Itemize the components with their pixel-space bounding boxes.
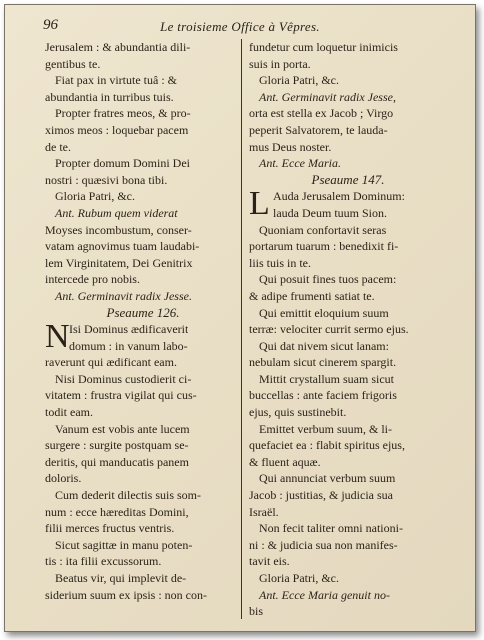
text-line: de te. [45, 139, 71, 154]
text-line: lem Virginitatem, Dei Genitrix [45, 255, 193, 270]
page-frame [4, 4, 476, 632]
text-line: raverunt qui ædificant eam. [45, 355, 177, 370]
text-line: tavit eis. [249, 554, 290, 569]
text-line: siderium suum ex ipsis : non con- [45, 587, 207, 602]
text-line: intercede pro nobis. [45, 272, 140, 287]
right-column [249, 39, 447, 620]
text-line: Jerusalem : & abundantia dili- [45, 40, 191, 54]
text-line: Fiat pax in virtute tuâ : & [55, 73, 177, 88]
text-line: nebulam sicut cinerem spargit. [249, 355, 397, 370]
right-text-block [249, 222, 447, 620]
text-line: Propter domum Domini Dei [55, 156, 190, 171]
text-line: doloris. [45, 471, 82, 486]
text-line: liis tuis in te. [249, 255, 312, 270]
text-line: surgere : surgite postquam se- [45, 438, 189, 453]
text-line: Ant. Ecce Maria genuit no- [259, 587, 390, 602]
text-line: Quoniam confortavit seras [259, 222, 387, 237]
text-line: ximos meos : loquebar pacem [45, 122, 189, 137]
text-line: deritis, qui manducatis panem [45, 454, 189, 469]
text-line: filii merces fructus ventris. [45, 521, 175, 536]
text-line: Jacob : justitias, & judicia sua [249, 488, 393, 503]
text-line: Isi Dominus ædificaverit [69, 322, 189, 337]
text-line: bis [249, 604, 264, 619]
text-line: Cum dederit dilectis suis som- [55, 488, 201, 503]
text-line: Vanum est vobis ante lucem [55, 421, 190, 436]
drop-cap: L [249, 185, 270, 223]
text-line: Ant. Rubum quem viderat [55, 205, 178, 220]
text-line: & adipe frumenti satiat te. [249, 288, 375, 303]
text-line: Gloria Patri, &c. [259, 571, 339, 585]
text-line: Auda Jerusalem Dominum: [273, 189, 405, 204]
page-number: 96 [43, 17, 58, 33]
text-line: domum : in vanum labo- [69, 338, 188, 353]
text-line: mus Deus noster. [249, 139, 332, 154]
text-line: Emittet verbum suum, & li- [259, 421, 392, 436]
text-line: Sicut sagittæ in manu poten- [55, 537, 193, 552]
text-line: peperit Salvatorem, te lauda- [249, 122, 388, 137]
text-line: todit eam. [45, 405, 93, 420]
text-line: Israël. [249, 504, 279, 519]
text-line: buccellas : ante faciem frigoris [249, 388, 397, 403]
text-line: nostri : quæsivi bona tibi. [45, 172, 168, 187]
text-line: Propter fratres meos, & pro- [55, 106, 191, 121]
text-line: Nisi Dominus custodierit ci- [55, 371, 192, 386]
right-text-block [249, 39, 447, 172]
text-line: Moyses incombustum, conser- [45, 222, 192, 237]
text-line: num : ecce hæreditas Domini, [45, 504, 189, 519]
cap-lines [69, 321, 188, 354]
text-line: ejus, quis sustinebit. [249, 405, 347, 420]
text-line: abundantia in turribus tuis. [45, 89, 174, 104]
text-line: terræ: velociter currit sermo ejus. [249, 322, 409, 337]
text-line: Qui posuit fines tuos pacem: [259, 272, 397, 287]
left-text-block [45, 354, 241, 603]
psalm-opening [249, 185, 447, 223]
text-line: fundetur cum loquetur inimicis [249, 40, 398, 54]
text-line: vatam agnovimus tuam laudabi- [45, 239, 200, 254]
running-title: Le troisieme Office à Vêpres. [160, 19, 320, 34]
text-line: Ant. Ecce Maria. [259, 156, 341, 171]
text-line: quefaciet ea : flabit spiritus ejus, [249, 438, 405, 453]
text-line: suis in porta. [249, 56, 311, 71]
cap-lines [273, 188, 405, 221]
left-text-block [45, 39, 241, 305]
drop-cap: N [45, 318, 70, 356]
text-line: Beatus vir, qui implevit de- [55, 571, 187, 585]
column-divider [241, 39, 242, 619]
text-line: Ant. Germinavit radix Jesse. [55, 288, 192, 303]
text-line: vitatem : frustra vigilat qui cus- [45, 388, 197, 403]
left-column [45, 39, 241, 603]
text-line: gentibus te. [45, 56, 101, 71]
text-line: Gloria Patri, &c. [55, 189, 135, 204]
text-line: & fluent aquæ. [249, 454, 321, 469]
text-line: lauda Deum tuum Sion. [273, 205, 387, 220]
psalm-heading: Pseaume 147. [311, 171, 385, 187]
text-line: orta est stella ex Jacob ; Virgo [249, 106, 394, 121]
text-line: tis : ita filii excussorum. [45, 554, 162, 569]
text-line: Qui emittit eloquium suum [259, 305, 389, 320]
text-line: Non fecit taliter omni nationi- [259, 521, 403, 536]
psalm-heading: Pseaume 126. [106, 304, 180, 320]
psalm-opening [45, 318, 241, 356]
text-line: Qui annunciat verbum suum [259, 471, 396, 486]
text-line: ni : & judicia sua non manifes- [249, 537, 398, 552]
text-line: Mittit crystallum suam sicut [259, 371, 394, 386]
text-line: Ant. Germinavit radix Jesse, [259, 89, 396, 104]
text-line: Gloria Patri, &c. [259, 73, 339, 88]
text-line: portarum tuarum : benedixit fi- [249, 239, 399, 254]
text-line: Qui dat nivem sicut lanam: [259, 338, 389, 353]
